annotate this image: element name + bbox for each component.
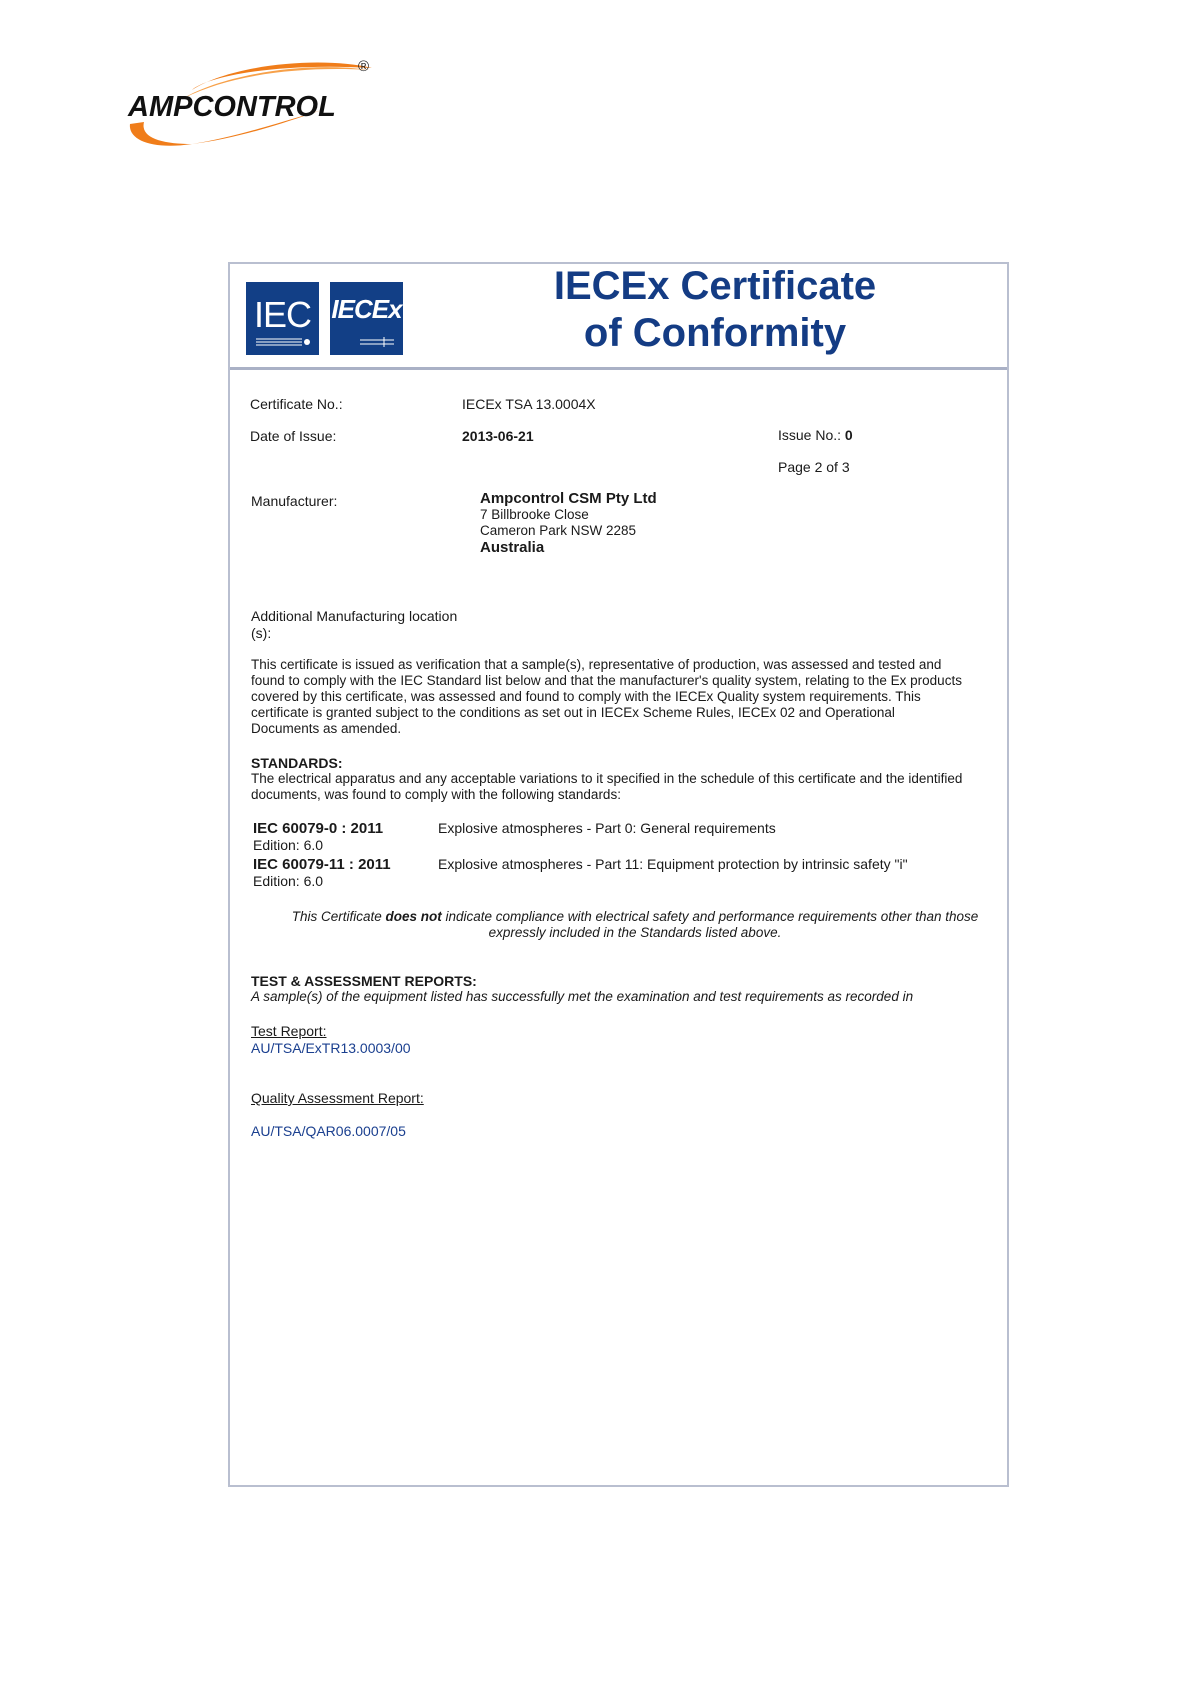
title-line-1: IECEx Certificate [553, 264, 877, 308]
standard-description: Explosive atmospheres - Part 0: General requirements [438, 820, 776, 836]
ampcontrol-logo [122, 58, 412, 158]
iec-logo [246, 282, 319, 355]
compliance-note-line-1 [260, 909, 1010, 925]
standards-text [251, 771, 1021, 803]
registered-mark: ® [358, 58, 370, 75]
issue-number-value: 0 [844, 427, 853, 443]
compliance-note-emphasis: does not [385, 909, 442, 924]
manufacturer-name: Ampcontrol CSM Pty Ltd [480, 490, 657, 507]
iec-logo-text: IEC [253, 294, 311, 335]
test-report-value: AU/TSA/ExTR13.0003/00 [251, 1040, 411, 1056]
issue-number-label: Issue No.: [778, 427, 842, 443]
iecex-logo [330, 282, 403, 355]
standard-code: IEC 60079-0 : 2011 [253, 820, 384, 837]
standard-item [253, 820, 383, 853]
standards-text-line-1: The electrical apparatus and any acceptable variations to it specified in the schedule of this certificate and the identified [251, 771, 963, 786]
reports-text: A sample(s) of the equipment listed has successfully met the examination and test requirements as recorded in [251, 989, 914, 1004]
standard-code: IEC 60079-11 : 2011 [253, 856, 391, 873]
issue-number [778, 427, 853, 443]
compliance-note-post: indicate compliance with electrical safety and performance requirements other than those [441, 909, 979, 924]
additional-location-label [251, 608, 457, 642]
test-report-label: Test Report: [251, 1023, 327, 1039]
quality-report-label: Quality Assessment Report: [251, 1090, 424, 1106]
manufacturer-country: Australia [480, 539, 545, 556]
intro-line: covered by this certificate, was assessed and found to comply with the IECEx Quality system requirements. This [251, 689, 921, 704]
intro-line: certificate is granted subject to the conditions as set out in IECEx Scheme Rules, IECEx 02 and Operational [251, 705, 895, 720]
manufacturer-address-1: 7 Billbrooke Close [480, 507, 589, 522]
certificate-number-value: IECEx TSA 13.0004X [462, 396, 596, 412]
intro-line: This certificate is issued as verification that a sample(s), representative of production, was assessed and tested and [251, 657, 942, 672]
standards-text-line-2: documents, was found to comply with the following standards: [251, 787, 621, 802]
standard-edition: Edition: 6.0 [253, 837, 324, 853]
certificate-title [520, 263, 910, 357]
standards-heading: STANDARDS: [251, 755, 343, 771]
intro-line: Documents as amended. [251, 721, 402, 736]
compliance-note [260, 909, 1010, 941]
compliance-note-pre: This Certificate [291, 909, 386, 924]
standard-edition: Edition: 6.0 [253, 873, 324, 889]
date-of-issue-value: 2013-06-21 [462, 428, 534, 444]
standard-item [253, 856, 391, 889]
additional-location-label-line-2: (s): [251, 625, 272, 641]
iecex-lines-icon [338, 337, 396, 347]
reports-heading: TEST & ASSESSMENT REPORTS: [251, 973, 477, 989]
header-divider [230, 367, 1007, 370]
ampcontrol-wordmark: AMPCONTROL [128, 91, 336, 123]
manufacturer-address-2: Cameron Park NSW 2285 [480, 523, 637, 538]
intro-line: found to comply with the IEC Standard list below and that the manufacturer's quality system, relating to the Ex products [251, 673, 962, 688]
page-indicator: Page 2 of 3 [778, 459, 850, 475]
compliance-note-line-2: expressly included in the Standards listed above. [488, 925, 782, 940]
iecex-logo-text: IECEx [331, 294, 402, 324]
additional-location-label-line-1: Additional Manufacturing location [251, 608, 458, 624]
standard-description: Explosive atmospheres - Part 11: Equipment protection by intrinsic safety "i" [438, 856, 908, 872]
date-of-issue-label: Date of Issue: [250, 428, 337, 444]
title-line-2: of Conformity [583, 311, 847, 355]
manufacturer-block [480, 490, 657, 556]
quality-report-value: AU/TSA/QAR06.0007/05 [251, 1123, 406, 1139]
iec-lines-icon [254, 337, 312, 347]
manufacturer-label: Manufacturer: [251, 493, 338, 509]
intro-paragraph [251, 657, 1021, 737]
certificate-number-label: Certificate No.: [250, 396, 343, 412]
